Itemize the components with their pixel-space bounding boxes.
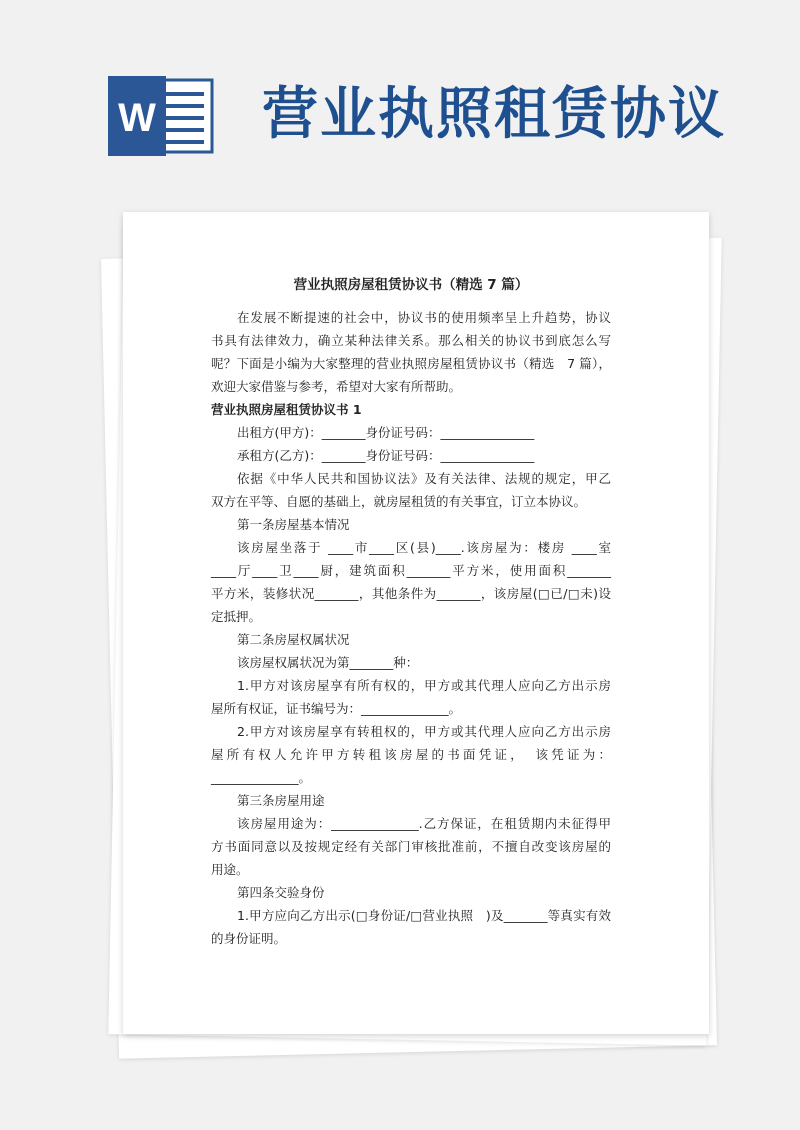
document-page [123, 212, 709, 1034]
body-line: 方书面同意以及按规定经有关部门审核批准前，不擅自改变该房屋的 [211, 839, 611, 854]
document-title: 营业执照房屋租赁协议书（精选 7 篇） [293, 277, 529, 293]
body-line: 定抵押。 [211, 609, 262, 624]
intro-line: 书具有法律效力，确立某种法律关系。那么相关的协议书到底怎么写 [211, 333, 611, 348]
banner [0, 0, 800, 200]
body-line: 1.甲方对该房屋享有所有权的，甲方或其代理人应向乙方出示房 [237, 678, 611, 693]
body-line: 2.甲方对该房屋享有转租权的，甲方或其代理人应向乙方出示房 [237, 724, 611, 739]
intro-line: 在发展不断提速的社会中，协议书的使用频率呈上升趋势，协议 [237, 310, 611, 325]
party-b-line: 承租方(乙方)：_______身份证号码：_______________ [237, 448, 535, 463]
body-line: 依据《中华人民共和国协议法》及有关法律、法规的规定，甲乙 [237, 471, 611, 486]
clause-heading: 第三条房屋用途 [237, 793, 325, 808]
body-line: ____厅____卫____厨，建筑面积_______平方米，使用面积_______ [211, 563, 611, 578]
intro-line: 欢迎大家借鉴与参考，希望对大家有所帮助。 [211, 379, 462, 394]
body-line: 用途。 [211, 862, 249, 877]
clause-heading: 第四条交验身份 [237, 885, 325, 900]
clause-heading: 第一条房屋基本情况 [237, 517, 350, 532]
banner-title: 营业执照租赁协议 [262, 82, 726, 147]
section-heading: 营业执照房屋租赁协议书 1 [211, 402, 362, 417]
body-line: 屋所有权证，证书编号为：______________。 [211, 701, 462, 716]
party-a-line: 出租方(甲方)：_______身份证号码：_______________ [237, 425, 535, 440]
body-line: 该房屋用途为：______________.乙方保证，在租赁期内未征得甲 [237, 816, 611, 831]
body-line: 1.甲方应向乙方出示(□身份证/□营业执照 )及_______等真实有效 [237, 908, 611, 923]
clause-heading: 第二条房屋权属状况 [237, 632, 350, 647]
document-body [211, 274, 611, 950]
body-line: 屋所有权人允许甲方转租该房屋的书面凭证， 该凭证为： [211, 747, 611, 762]
body-line: 的身份证明。 [211, 931, 287, 946]
intro-line: 呢？下面是小编为大家整理的营业执照房屋租赁协议书（精选 7 篇）， [211, 356, 611, 371]
word-letter: W [118, 96, 156, 140]
body-line: 双方在平等、自愿的基础上，就房屋租赁的有关事宜，订立本协议。 [211, 494, 587, 509]
body-line: 平方米，装修状况_______，其他条件为_______，该房屋(□已/□未)设 [211, 586, 611, 601]
word-document-icon [108, 76, 214, 156]
body-line: ______________。 [211, 770, 312, 785]
body-line: 该房屋权属状况为第_______种： [237, 655, 419, 670]
body-line: 该房屋坐落于 ____市____区(县)____.该房屋为：楼房 ____室 [237, 540, 611, 555]
